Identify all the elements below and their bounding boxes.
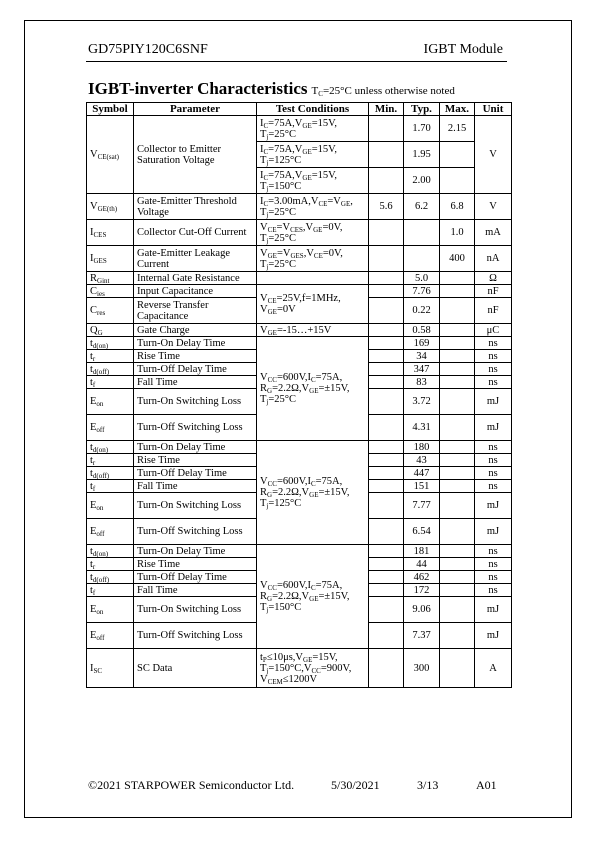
parameter-cell: Turn-On Delay Time [134,337,257,350]
symbol-cell: $t_{d(off)}$ [87,467,134,480]
table-header-row [87,103,512,116]
condition-cell: $I_C=3.00mA,V_{CE}=V_{GE}$, $T_j=25^\circ C$ [257,194,369,220]
col-min: Min. [369,103,404,116]
footer-copyright: ©2021 STARPOWER Semiconductor Ltd. [88,778,295,792]
col-test-conditions: Test Conditions [257,103,369,116]
max-cell [440,298,475,324]
header-rule [86,61,507,62]
condition-cell [257,272,369,285]
max-cell [440,272,475,285]
parameter-cell: Turn-Off Delay Time [134,467,257,480]
typ-cell: 83 [404,376,440,389]
characteristics-table [86,102,512,688]
typ-cell: 34 [404,350,440,363]
condition-cell: $V_{CE}=V_{CES},V_{GE}=0V$, $T_j=25^\circ C$ [257,220,369,246]
symbol-cell: $C_{ies}$ [87,285,134,298]
footer-date: 5/30/2021 [331,778,380,792]
unit-cell: ns [475,571,512,584]
unit-cell: mJ [475,597,512,623]
typ-cell: 1.70 [404,116,440,142]
unit-cell: nF [475,298,512,324]
max-cell [440,480,475,493]
parameter-cell: Reverse Transfer Capacitance [134,298,257,324]
symbol-cell: $R_{Gint}$ [87,272,134,285]
footer-revision: A01 [476,778,497,792]
table-row [87,246,512,272]
max-cell [440,376,475,389]
unit-cell: ns [475,350,512,363]
symbol-cell: $t_{d(off)}$ [87,571,134,584]
typ-cell: 1.95 [404,142,440,168]
typ-cell: 9.06 [404,597,440,623]
max-cell [440,545,475,558]
max-cell [440,623,475,649]
symbol-cell: $V_{GE(th)}$ [87,194,134,220]
table-row [87,324,512,337]
parameter-cell: Collector Cut-Off Current [134,220,257,246]
parameter-cell: Fall Time [134,480,257,493]
max-cell [440,350,475,363]
max-cell [440,558,475,571]
typ-cell: 5.0 [404,272,440,285]
parameter-cell: Turn-On Switching Loss [134,597,257,623]
max-cell [440,519,475,545]
document-type: IGBT Module [423,42,503,57]
min-cell [369,519,404,545]
parameter-cell: Fall Time [134,584,257,597]
parameter-cell: Turn-On Switching Loss [134,493,257,519]
condition-cell: $V_{GE}=V_{GES},V_{CE}=0V$, $T_j=25^\circ C$ [257,246,369,272]
typ-cell: 347 [404,363,440,376]
col-unit: Unit [475,103,512,116]
symbol-cell: $t_{d(on)}$ [87,337,134,350]
min-cell [369,493,404,519]
min-cell [369,623,404,649]
unit-cell: ns [475,454,512,467]
parameter-cell: Turn-On Delay Time [134,441,257,454]
table-row [87,116,512,142]
typ-cell: 169 [404,337,440,350]
typ-cell: 6.54 [404,519,440,545]
typ-cell: 181 [404,545,440,558]
min-cell [369,142,404,168]
symbol-cell: $I_{CES}$ [87,220,134,246]
parameter-cell: SC Data [134,649,257,688]
typ-cell: 300 [404,649,440,688]
typ-cell: 4.31 [404,415,440,441]
footer-page: 3/13 [417,778,439,792]
unit-cell: mA [475,220,512,246]
unit-cell: ns [475,376,512,389]
symbol-cell: $Q_G$ [87,324,134,337]
parameter-cell: Turn-Off Switching Loss [134,623,257,649]
table-row [87,220,512,246]
unit-cell: ns [475,363,512,376]
condition-cell: $V_{CE}=25V,f=1MHz$, $V_{GE}=0V$ [257,285,369,324]
min-cell [369,272,404,285]
typ-cell: 0.58 [404,324,440,337]
typ-cell: 172 [404,584,440,597]
part-number: GD75PIY120C6SNF [88,42,208,57]
min-cell [369,116,404,142]
typ-cell: 0.22 [404,298,440,324]
min-cell [369,389,404,415]
unit-cell: V [475,194,512,220]
parameter-cell: Gate-Emitter Threshold Voltage [134,194,257,220]
typ-cell: 447 [404,467,440,480]
parameter-cell: Collector to Emitter Saturation Voltage [134,116,257,194]
parameter-cell: Input Capacitance [134,285,257,298]
max-cell [440,415,475,441]
typ-cell: 7.37 [404,623,440,649]
symbol-cell: $E_{off}$ [87,415,134,441]
col-max: Max. [440,103,475,116]
section-title [88,79,455,99]
min-cell [369,337,404,350]
unit-cell: ns [475,480,512,493]
typ-cell: 462 [404,571,440,584]
symbol-cell: $I_{GES}$ [87,246,134,272]
symbol-cell: $t_f$ [87,480,134,493]
min-cell [369,597,404,623]
unit-cell: μC [475,324,512,337]
typ-cell: 180 [404,441,440,454]
parameter-cell: Turn-Off Switching Loss [134,519,257,545]
min-cell [369,220,404,246]
max-cell [440,285,475,298]
parameter-cell: Turn-Off Delay Time [134,571,257,584]
typ-cell [404,246,440,272]
unit-cell: mJ [475,389,512,415]
min-cell [369,545,404,558]
min-cell [369,480,404,493]
condition-cell: $V_{CC}=600V,I_C=75A$, $R_G=2.2\Omega,V_{GE}=\pm 15V$, $T_j=125^\circ C$ [257,441,369,545]
min-cell [369,584,404,597]
condition-cell: $I_C=75A,V_{GE}=15V$, $T_j=150^\circ C$ [257,168,369,194]
symbol-cell: $t_f$ [87,584,134,597]
parameter-cell: Internal Gate Resistance [134,272,257,285]
max-cell [440,337,475,350]
max-cell [440,584,475,597]
parameter-cell: Gate-Emitter Leakage Current [134,246,257,272]
unit-cell: mJ [475,623,512,649]
parameter-cell: Rise Time [134,558,257,571]
unit-cell: mJ [475,493,512,519]
typ-cell [404,220,440,246]
typ-cell: 43 [404,454,440,467]
table-row [87,272,512,285]
max-cell [440,168,475,194]
min-cell [369,558,404,571]
symbol-cell: $E_{off}$ [87,623,134,649]
col-parameter: Parameter [134,103,257,116]
max-cell [440,597,475,623]
symbol-cell: $t_r$ [87,350,134,363]
typ-cell: 6.2 [404,194,440,220]
symbol-cell: $E_{on}$ [87,493,134,519]
symbol-cell: $V_{CE(sat)}$ [87,116,134,194]
min-cell [369,467,404,480]
condition-cell: $t_P\le 10\mu s,V_{GE}=15V$, $T_j=150^\circ C,V_{CC}=900V$, $V_{CEM}\le 1200V$ [257,649,369,688]
parameter-cell: Turn-Off Switching Loss [134,415,257,441]
unit-cell: ns [475,558,512,571]
typ-cell: 44 [404,558,440,571]
parameter-cell: Fall Time [134,376,257,389]
typ-cell: 151 [404,480,440,493]
unit-cell: A [475,649,512,688]
max-cell [440,493,475,519]
unit-cell: V [475,116,512,194]
condition-cell: $I_C=75A,V_{GE}=15V$, $T_j=125^\circ C$ [257,142,369,168]
unit-cell: ns [475,441,512,454]
max-cell [440,142,475,168]
symbol-cell: $E_{off}$ [87,519,134,545]
parameter-cell: Turn-On Switching Loss [134,389,257,415]
max-cell [440,363,475,376]
condition-cell: $V_{GE}=-15\dots+15V$ [257,324,369,337]
table-row [87,545,512,558]
min-cell [369,571,404,584]
unit-cell: ns [475,337,512,350]
unit-cell: ns [475,545,512,558]
symbol-cell: $t_r$ [87,558,134,571]
section-condition: $T_C=25^\circ C$ unless otherwise noted [311,85,455,98]
symbol-cell: $t_f$ [87,376,134,389]
parameter-cell: Rise Time [134,454,257,467]
parameter-cell: Turn-Off Delay Time [134,363,257,376]
parameter-cell: Rise Time [134,350,257,363]
max-cell [440,649,475,688]
symbol-cell: $t_{d(on)}$ [87,545,134,558]
typ-cell: 3.72 [404,389,440,415]
max-cell [440,571,475,584]
min-cell [369,324,404,337]
symbol-cell: $t_r$ [87,454,134,467]
min-cell [369,441,404,454]
symbol-cell: $t_{d(off)}$ [87,363,134,376]
col-typ: Typ. [404,103,440,116]
max-cell [440,441,475,454]
max-cell [440,324,475,337]
parameter-cell: Turn-On Delay Time [134,545,257,558]
max-cell: 6.8 [440,194,475,220]
unit-cell: mJ [475,519,512,545]
min-cell [369,285,404,298]
table-row [87,194,512,220]
min-cell [369,363,404,376]
unit-cell: Ω [475,272,512,285]
table-row [87,337,512,350]
min-cell [369,454,404,467]
max-cell [440,454,475,467]
max-cell: 2.15 [440,116,475,142]
min-cell [369,168,404,194]
table-row [87,441,512,454]
table-row [87,285,512,298]
parameter-cell: Gate Charge [134,324,257,337]
symbol-cell: $t_{d(on)}$ [87,441,134,454]
condition-cell: $V_{CC}=600V,I_C=75A$, $R_G=2.2\Omega,V_{GE}=\pm 15V$, $T_j=150^\circ C$ [257,545,369,649]
typ-cell: 7.77 [404,493,440,519]
min-cell [369,649,404,688]
unit-cell: ns [475,467,512,480]
max-cell [440,467,475,480]
max-cell: 400 [440,246,475,272]
condition-cell: $V_{CC}=600V,I_C=75A$, $R_G=2.2\Omega,V_{GE}=\pm 15V$, $T_j=25^\circ C$ [257,337,369,441]
symbol-cell: $C_{res}$ [87,298,134,324]
typ-cell: 7.76 [404,285,440,298]
unit-cell: mJ [475,415,512,441]
min-cell: 5.6 [369,194,404,220]
symbol-cell: $I_{SC}$ [87,649,134,688]
condition-cell: $I_C=75A,V_{GE}=15V$, $T_j=25^\circ C$ [257,116,369,142]
symbol-cell: $E_{on}$ [87,389,134,415]
min-cell [369,246,404,272]
min-cell [369,350,404,363]
unit-cell: nF [475,285,512,298]
section-title-text: IGBT-inverter Characteristics [88,79,308,98]
col-symbol: Symbol [87,103,134,116]
max-cell [440,389,475,415]
unit-cell: nA [475,246,512,272]
min-cell [369,376,404,389]
unit-cell: ns [475,584,512,597]
typ-cell: 2.00 [404,168,440,194]
symbol-cell: $E_{on}$ [87,597,134,623]
max-cell: 1.0 [440,220,475,246]
min-cell [369,298,404,324]
table-row [87,649,512,688]
min-cell [369,415,404,441]
